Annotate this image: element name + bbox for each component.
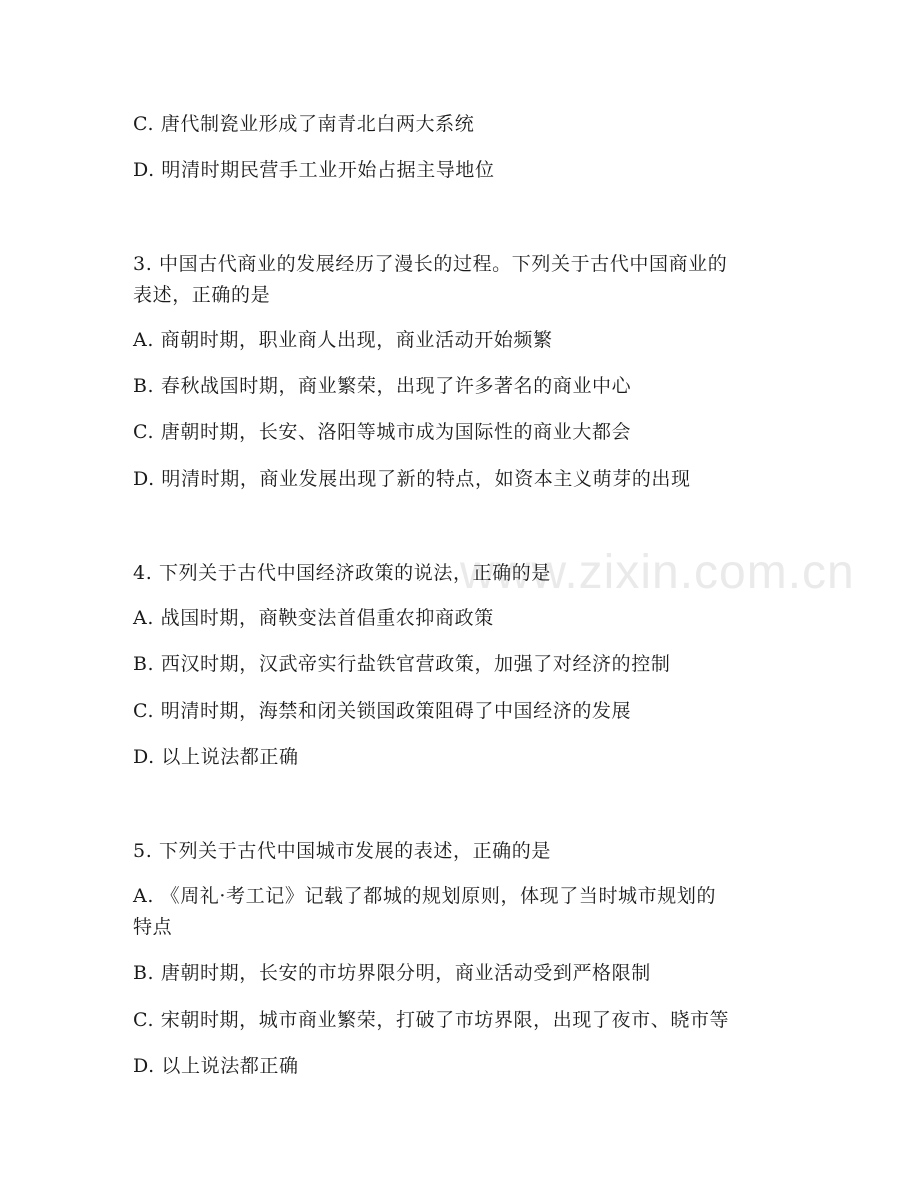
option-d-q2: D. 明清时期民营手工业开始占据主导地位 — [133, 159, 495, 181]
option-c-q4: C. 明清时期，海禁和闭关锁国政策阻碍了中国经济的发展 — [133, 700, 632, 722]
watermark: www.zixin.com.cn — [460, 546, 855, 599]
option-c-q2: C. 唐代制瓷业形成了南青北白两大系统 — [133, 113, 475, 135]
question-3-line-1: 3. 中国古代商业的发展经历了漫长的过程。下列关于古代中国商业的 — [133, 253, 728, 275]
option-d-q5: D. 以上说法都正确 — [133, 1055, 299, 1077]
option-b-q3: B. 春秋战国时期，商业繁荣，出现了许多著名的商业中心 — [133, 375, 632, 397]
option-a-q5-line-2: 特点 — [133, 916, 173, 938]
option-d-q4: D. 以上说法都正确 — [133, 746, 299, 768]
question-3-line-2: 表述，正确的是 — [133, 284, 271, 306]
option-b-q5: B. 唐朝时期，长安的市坊界限分明，商业活动受到严格限制 — [133, 962, 651, 984]
option-d-q3: D. 明清时期，商业发展出现了新的特点，如资本主义萌芽的出现 — [133, 468, 691, 490]
option-b-q4: B. 西汉时期，汉武帝实行盐铁官营政策，加强了对经济的控制 — [133, 653, 671, 675]
option-a-q4: A. 战国时期，商鞅变法首倡重农抑商政策 — [133, 607, 494, 629]
option-a-q3: A. 商朝时期，职业商人出现，商业活动开始频繁 — [133, 329, 553, 351]
question-4: 4. 下列关于古代中国经济政策的说法，正确的是 — [133, 562, 551, 584]
question-5: 5. 下列关于古代中国城市发展的表述，正确的是 — [133, 840, 551, 862]
option-c-q5: C. 宋朝时期，城市商业繁荣，打破了市坊界限，出现了夜市、晓市等 — [133, 1009, 730, 1031]
option-c-q3: C. 唐朝时期，长安、洛阳等城市成为国际性的商业大都会 — [133, 421, 632, 443]
option-a-q5-line-1: A. 《周礼·考工记》记载了都城的规划原则，体现了当时城市规划的 — [133, 885, 717, 907]
